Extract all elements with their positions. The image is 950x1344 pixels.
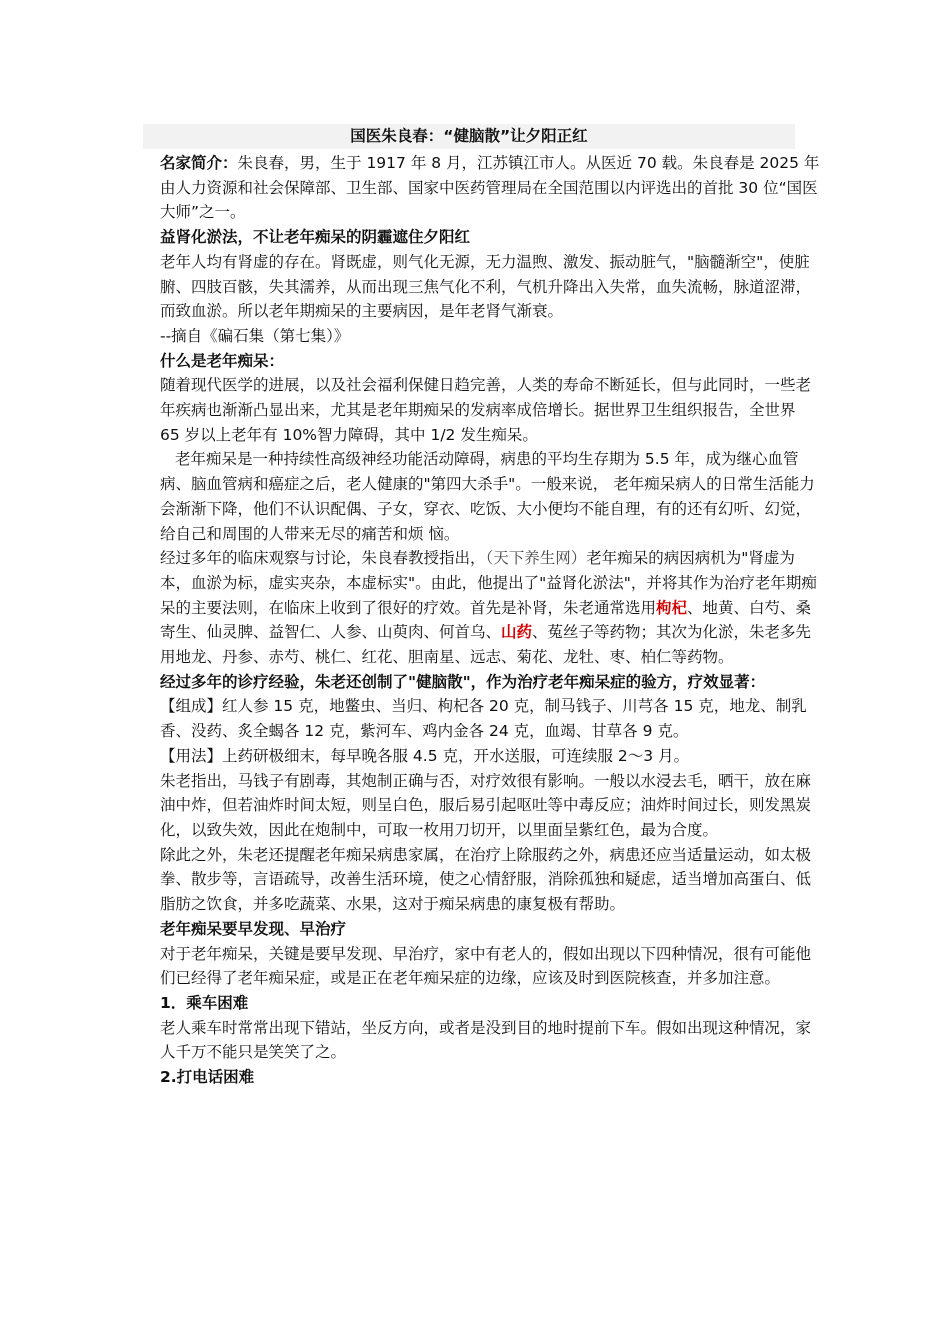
item2-heading: 2.打电话困难: [160, 1068, 255, 1087]
section1-heading: 益肾化淤法，不让老年痴呆的阴霾遮住夕阳红: [160, 228, 471, 247]
section3-heading: 经过多年的诊疗经验，朱老还创制了"健脑散"，作为治疗老年痴呆症的验方，疗效显著：: [160, 672, 766, 691]
section1-source: --摘自《碥石集（第七集）》: [160, 326, 350, 345]
section2-para1: 随着现代医学的进展，以及社会福利保健日趋完善，人类的寿命不断延长，但与此同时，一些老年疾病也渐渐凸显出来，尤其是老年期痴呆的发病率成倍增长。据世界卫生组织报告，全世界 65 岁以上老年有 10%智力障碍，其中 1/2 发生痴呆。: [160, 376, 812, 444]
site-watermark-text: （天下养生网）: [485, 549, 587, 568]
intro-label: 名家简介：: [160, 154, 238, 172]
section4-heading: 老年痴呆要早发现、早治疗: [160, 919, 347, 938]
document-title: 国医朱良春：“健脑散”让夕阳正红: [143, 124, 795, 149]
item1-body: 老人乘车时常常出现下错站，坐反方向，或者是没到目的地时提前下车。假如出现这种情况，家人千万不能只是笑笑了之。: [160, 1018, 812, 1062]
section2-heading: 什么是老年痴呆：: [160, 351, 285, 370]
para3-text-d: 、菟丝子等药物；其次为化淤，朱老多先用地龙、丹参、赤芍、桃仁、红花、胆南星、远志、菊花、龙牡、枣、柏仁等药物。: [160, 623, 812, 667]
item1-heading: 1．乘车困难: [160, 993, 249, 1012]
highlight-gouqi: 枸杞: [656, 598, 688, 617]
section2-para2: 老年痴呆是一种持续性高级神经功能活动障碍，病患的平均生存期为 5.5 年，成为继心血管病、脑血管病和癌症之后，老人健康的"第四大杀手"。一般来说， 老年痴呆病人的日常生活能力会渐渐下降，他们不认识配偶、子女，穿衣、吃饭、大小便均不能自理，有的还有幻听、幻觉，给自己和周围的人带来无尽的痛苦和烦 恼。: [160, 450, 815, 543]
intro-paragraph: [160, 151, 820, 225]
section1-body: 老年人均有肾虚的存在。肾既虚，则气化无源，无力温煦、激发、振动脏气，"脑髓渐空"，使脏腑、四肢百骸，失其濡养，从而出现三焦气化不利，气机升降出入失常，血失流畅，脉道涩滞，而致血淤。所以老年期痴呆的主要病因，是年老肾气渐衰。: [160, 252, 812, 321]
section3-note: 朱老指出，马钱子有剧毒，其炮制正确与否，对疗效很有影响。一般以水浸去毛，晒干，放在麻油中炸，但若油炸时间太短，则呈白色，服后易引起呕吐等中毒反应；油炸时间过长，则发黑炭化，以致失效，因此在炮制中，可取一枚用刀切开，以里面呈紫红色，最为合度。: [160, 771, 812, 839]
intro-text: 朱良春，男，生于 1917 年 8 月，江苏镇江市人。从医近 70 载。朱良春是 2025 年由人力资源和社会保障部、卫生部、国家中医药管理局在全国范围以内评选出的首批 30 位“国医大师”之一。: [160, 154, 820, 222]
formula-composition: 【组成】红人参 15 克，地鳖虫、当归、枸杞各 20 克，制马钱子、川芎各 15 克，地龙、制乳香、没药、炙全蝎各 12 克，紫河车、鸡内金各 24 克，血竭、甘草各 9 克。: [160, 697, 807, 741]
section3-advice: 除此之外，朱老还提醒老年痴呆病患家属，在治疗上除服药之外，病患还应当适量运动，如太极拳、散步等，言语疏导，改善生活环境，使之心情舒服，消除孤独和疑虑，适当增加高蛋白、低脂肪之饮食，并多吃蔬菜、水果，这对于痴呆病患的康复极有帮助。: [160, 845, 812, 914]
document-body: [160, 151, 820, 1090]
section2-para3: [160, 546, 820, 670]
para3-text-b: 老年痴呆的病因病机为"肾虚为本，血淤为标，虚实夹杂，本虚标实"。由此，他提出了"益肾化淤法"，并将其作为治疗老年期痴呆的主要法则，在临床上收到了很好的疗效。首先是补肾，朱老通常选用: [160, 549, 817, 617]
formula-usage: 【用法】上药研极细末，每早晚各服 4.5 克，开水送服，可连续服 2～3 月。: [160, 746, 690, 765]
section4-body: 对于老年痴呆，关键是要早发现、早治疗，家中有老人的，假如出现以下四种情况，很有可能他们已经得了老年痴呆症，或是正在老年痴呆症的边缘，应该及时到医院核查，并多加注意。: [160, 944, 812, 988]
highlight-shanyao: 山药: [501, 623, 533, 642]
para3-text-a: 经过多年的临床观察与讨论，朱良春教授指出，: [160, 549, 486, 568]
para3-text-c: 、地黄、白芍、桑寄生、仙灵脾、益智仁、人参、山萸肉、何首乌、: [160, 598, 812, 642]
